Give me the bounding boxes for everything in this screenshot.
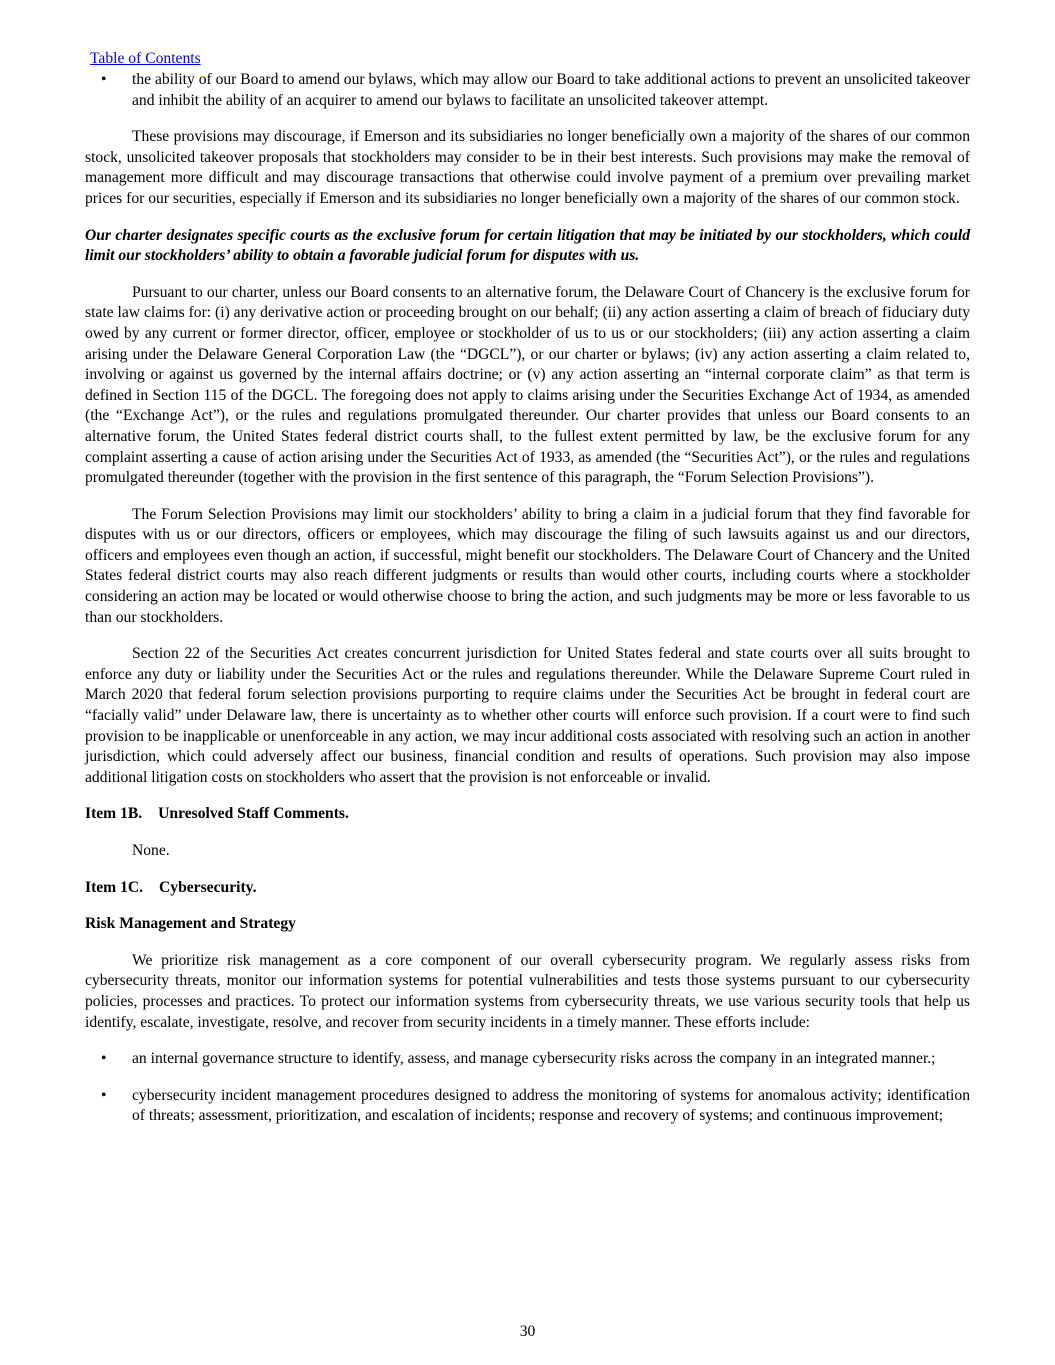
bullet-item <box>85 70 970 111</box>
bullet-text-governance: an internal governance structure to identify, assess, and manage cybersecurity risks across the company in an integrated manner.; <box>132 1050 936 1068</box>
bullet-text-incident-management: cybersecurity incident management procedures designed to address the monitoring of systems for anomalous activity; identification of threats; assessment, prioritization, and escalation of incidents; response and recovery of systems; and continuous improvement; <box>132 1086 970 1125</box>
page-number: 30 <box>519 1323 536 1340</box>
table-of-contents-link[interactable]: Table of Contents <box>90 50 201 67</box>
item-1b-heading <box>85 804 970 825</box>
item-1b-number: Item 1B. <box>85 805 143 823</box>
bullet-item <box>85 1086 970 1127</box>
paragraph-forum-limits: The Forum Selection Provisions may limit our stockholders’ ability to bring a claim in a judicial forum that they find favorable for disputes with us or our directors, officers or employees, which may discourage the filing of such lawsuits against us and our directors, officers and employees even though an action, if successful, might benefit our stockholders. The Delaware Court of Chancery and the United States federal district courts may also reach different judgments or results than would other courts, including courts where a stockholder considering an action may be located or would otherwise choose to bring the action, and such judgments may be more or less favorable to us than our stockholders. <box>85 505 970 626</box>
paragraph-forum-charter: Pursuant to our charter, unless our Board consents to an alternative forum, the Delaware Court of Chancery is the exclusive forum for state law claims for: (i) any derivative action or proceeding brought on our behalf; (ii) any action asserting a claim of breach of fiduciary duty owed by any current or former director, officer, employee or stockholder of us to us or our stockholders; (iii) any action asserting a claim arising under the Delaware General Corporation Law (the “DGCL”), or our charter or bylaws; (iv) any action asserting a claim related to, involving or against us governed by the internal affairs doctrine; or (v) any action asserting an “internal corporate claim” as that term is defined in Section 115 of the DGCL. The foregoing does not apply to claims arising under the Securities Exchange Act of 1934, as amended (the “Exchange Act”), or the rules and regulations promulgated thereunder. Our charter provides that unless our Board consents to an alternative forum, the United States federal district courts shall, to the fullest extent permitted by law, be the exclusive forum for any complaint asserting a cause of action arising under the Securities Act of 1933, as amended (the “Securities Act”), or the rules and regulations promulgated thereunder (together with the provision in the first sentence of this paragraph, the “Forum Selection Provisions”). <box>85 283 970 487</box>
paragraph-section-22: Section 22 of the Securities Act creates concurrent jurisdiction for United States federal and state courts over all suits brought to enforce any duty or liability under the Securities Act or the rules and regulations thereunder. While the Delaware Supreme Court ruled in March 2020 that federal forum selection provisions purporting to require claims under the Securities Act be brought in federal court are “facially valid” under Delaware law, there is uncertainty as to whether other courts will enforce such provision. If a court were to find such provision to be inapplicable or unenforceable in any action, we may incur additional costs associated with resolving such an action in another jurisdiction, which could adversely affect our business, financial condition and results of operations. Such provision may also impose additional litigation costs on stockholders who assert that the provision is not enforceable or invalid. <box>85 645 970 786</box>
bullet-text-bylaws: the ability of our Board to amend our bylaws, which may allow our Board to take additional actions to prevent an unsolicited takeover and inhibit the ability of an acquirer to amend our bylaws to facilitate an unsolicited takeover attempt. <box>132 71 970 109</box>
risk-factor-heading: Our charter designates specific courts as the exclusive forum for certain litigation that may be initiated by our stockholders, which could limit our stockholders’ ability to obtain a favorable judicial forum for disputes with us. <box>85 226 970 265</box>
paragraph-provisions: These provisions may discourage, if Emerson and its subsidiaries no longer beneficially own a majority of the shares of our common stock, unsolicited takeover proposals that stockholders may consider to be in their best interests. Such provisions may make the removal of management more difficult and may discourage transactions that otherwise could involve payment of a premium over prevailing market prices for our securities, especially if Emerson and its subsidiaries no longer beneficially own a majority of the shares of our common stock. <box>85 128 970 207</box>
item-1c-title: Cybersecurity. <box>159 878 257 896</box>
bullet-marker: • <box>101 71 107 88</box>
risk-management-body: We prioritize risk management as a core component of our overall cybersecurity program. We regularly assess risks from cybersecurity threats, monitor our information systems for potential vulnerabilities and tests those systems pursuant to our cybersecurity policies, processes and practices. To protect our information systems from cybersecurity threats, we use various security tools that help us identify, escalate, investigate, resolve, and recover from security incidents in a timely manner. These efforts include: <box>85 951 970 1031</box>
bullet-item <box>85 1049 970 1070</box>
item-1c-heading <box>85 878 970 899</box>
document-page <box>85 48 970 1127</box>
item-1b-title: Unresolved Staff Comments. <box>158 805 349 823</box>
item-1c-number: Item 1C. <box>85 878 144 896</box>
bullet-marker: • <box>101 1086 107 1104</box>
item-1b-body: None. <box>132 842 170 859</box>
risk-management-heading: Risk Management and Strategy <box>85 915 296 933</box>
bullet-marker: • <box>101 1050 107 1068</box>
